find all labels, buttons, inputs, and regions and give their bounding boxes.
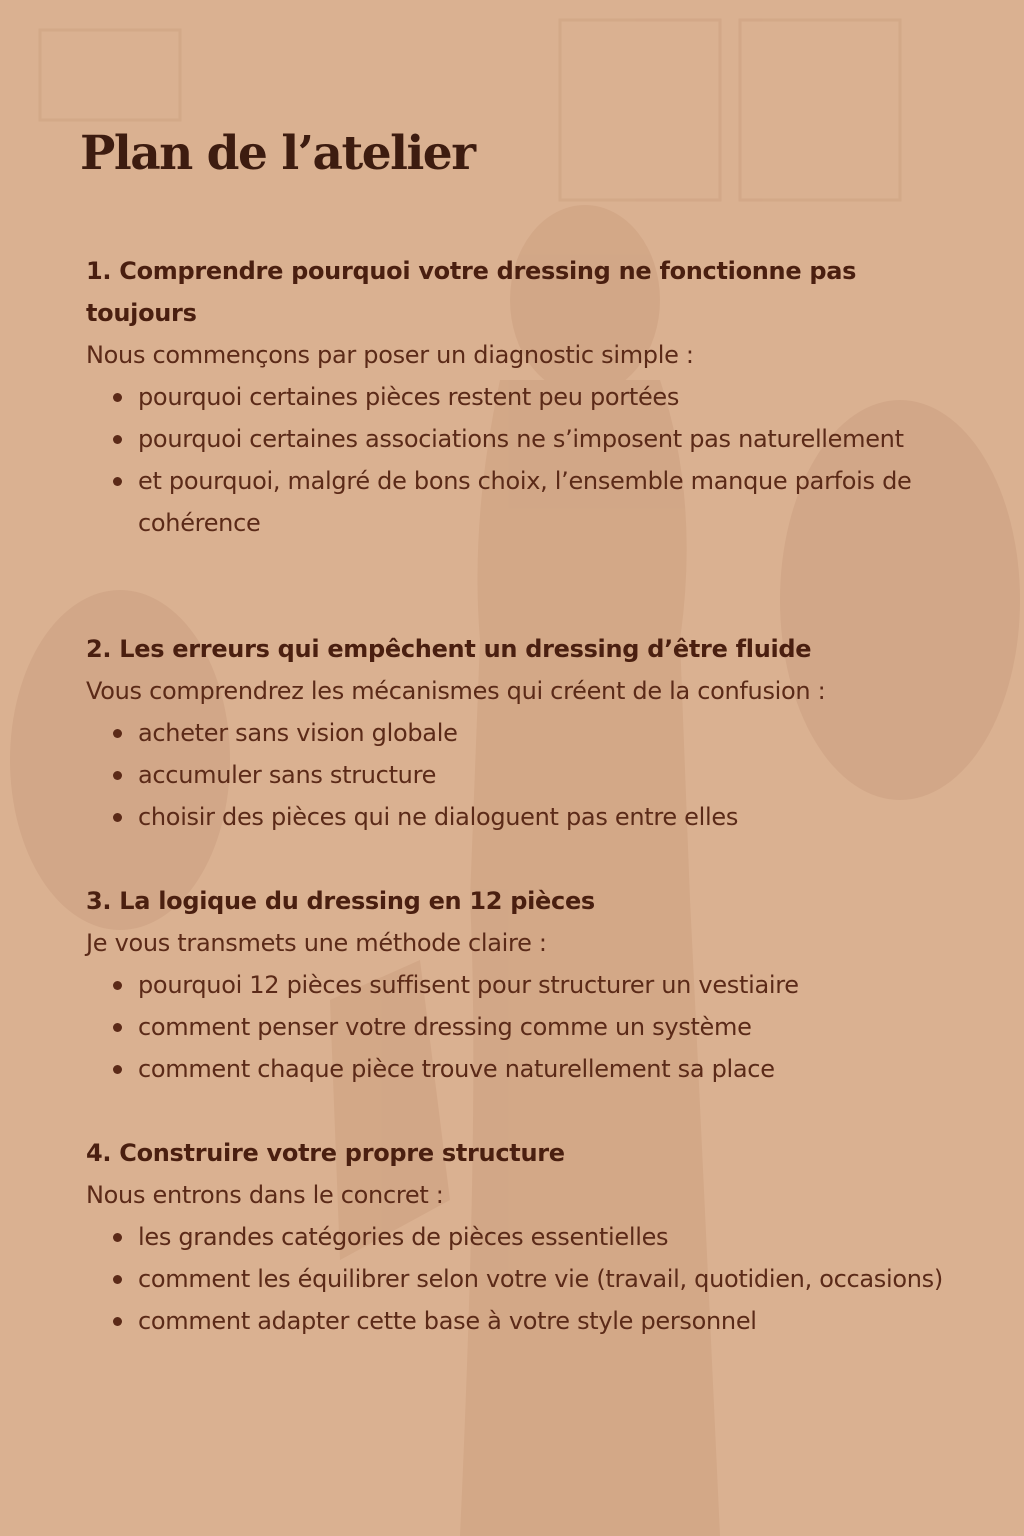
section-heading: 4. Construire votre propre structure [86, 1139, 565, 1167]
bullet-icon [113, 1065, 122, 1074]
bullet-list [86, 1216, 956, 1342]
list-item: accumuler sans structure [86, 754, 956, 796]
list-item: comment penser votre dressing comme un système [86, 1006, 956, 1048]
section-3 [86, 880, 956, 1090]
section-4 [86, 1132, 956, 1342]
list-item: pourquoi certaines pièces restent peu portées [86, 376, 956, 418]
bullet-icon [113, 1275, 122, 1284]
section-heading: 2. Les erreurs qui empêchent un dressing d’être fluide [86, 635, 812, 663]
bullet-list [86, 712, 956, 838]
page-title: Plan de l’atelier [80, 126, 475, 181]
section-intro: Nous commençons par poser un diagnostic simple : [86, 341, 694, 369]
section-intro: Je vous transmets une méthode claire : [86, 929, 547, 957]
list-item: acheter sans vision globale [86, 712, 956, 754]
bullet-icon [113, 435, 122, 444]
bullet-icon [113, 771, 122, 780]
list-item: les grandes catégories de pièces essentielles [86, 1216, 956, 1258]
bullet-list [86, 376, 956, 544]
bullet-list [86, 964, 956, 1090]
bullet-icon [113, 1023, 122, 1032]
bullet-icon [113, 477, 122, 486]
list-item: pourquoi 12 pièces suffisent pour structurer un vestiaire [86, 964, 956, 1006]
section-intro: Nous entrons dans le concret : [86, 1181, 444, 1209]
bullet-icon [113, 393, 122, 402]
bullet-icon [113, 729, 122, 738]
list-item: pourquoi certaines associations ne s’imposent pas naturellement [86, 418, 956, 460]
list-item: comment adapter cette base à votre style personnel [86, 1300, 956, 1342]
list-item: comment les équilibrer selon votre vie (travail, quotidien, occasions) [86, 1258, 956, 1300]
bullet-icon [113, 981, 122, 990]
list-item: choisir des pièces qui ne dialoguent pas entre elles [86, 796, 956, 838]
bullet-icon [113, 1317, 122, 1326]
bullet-icon [113, 813, 122, 822]
list-item: et pourquoi, malgré de bons choix, l’ensemble manque parfois de cohérence [86, 460, 956, 544]
section-heading: 1. Comprendre pourquoi votre dressing ne fonctionne pas toujours [86, 257, 857, 327]
section-heading: 3. La logique du dressing en 12 pièces [86, 887, 595, 915]
list-item: comment chaque pièce trouve naturellement sa place [86, 1048, 956, 1090]
section-intro: Vous comprendrez les mécanismes qui créent de la confusion : [86, 677, 826, 705]
section-1 [86, 250, 956, 544]
bullet-icon [113, 1233, 122, 1242]
section-2 [86, 628, 956, 838]
